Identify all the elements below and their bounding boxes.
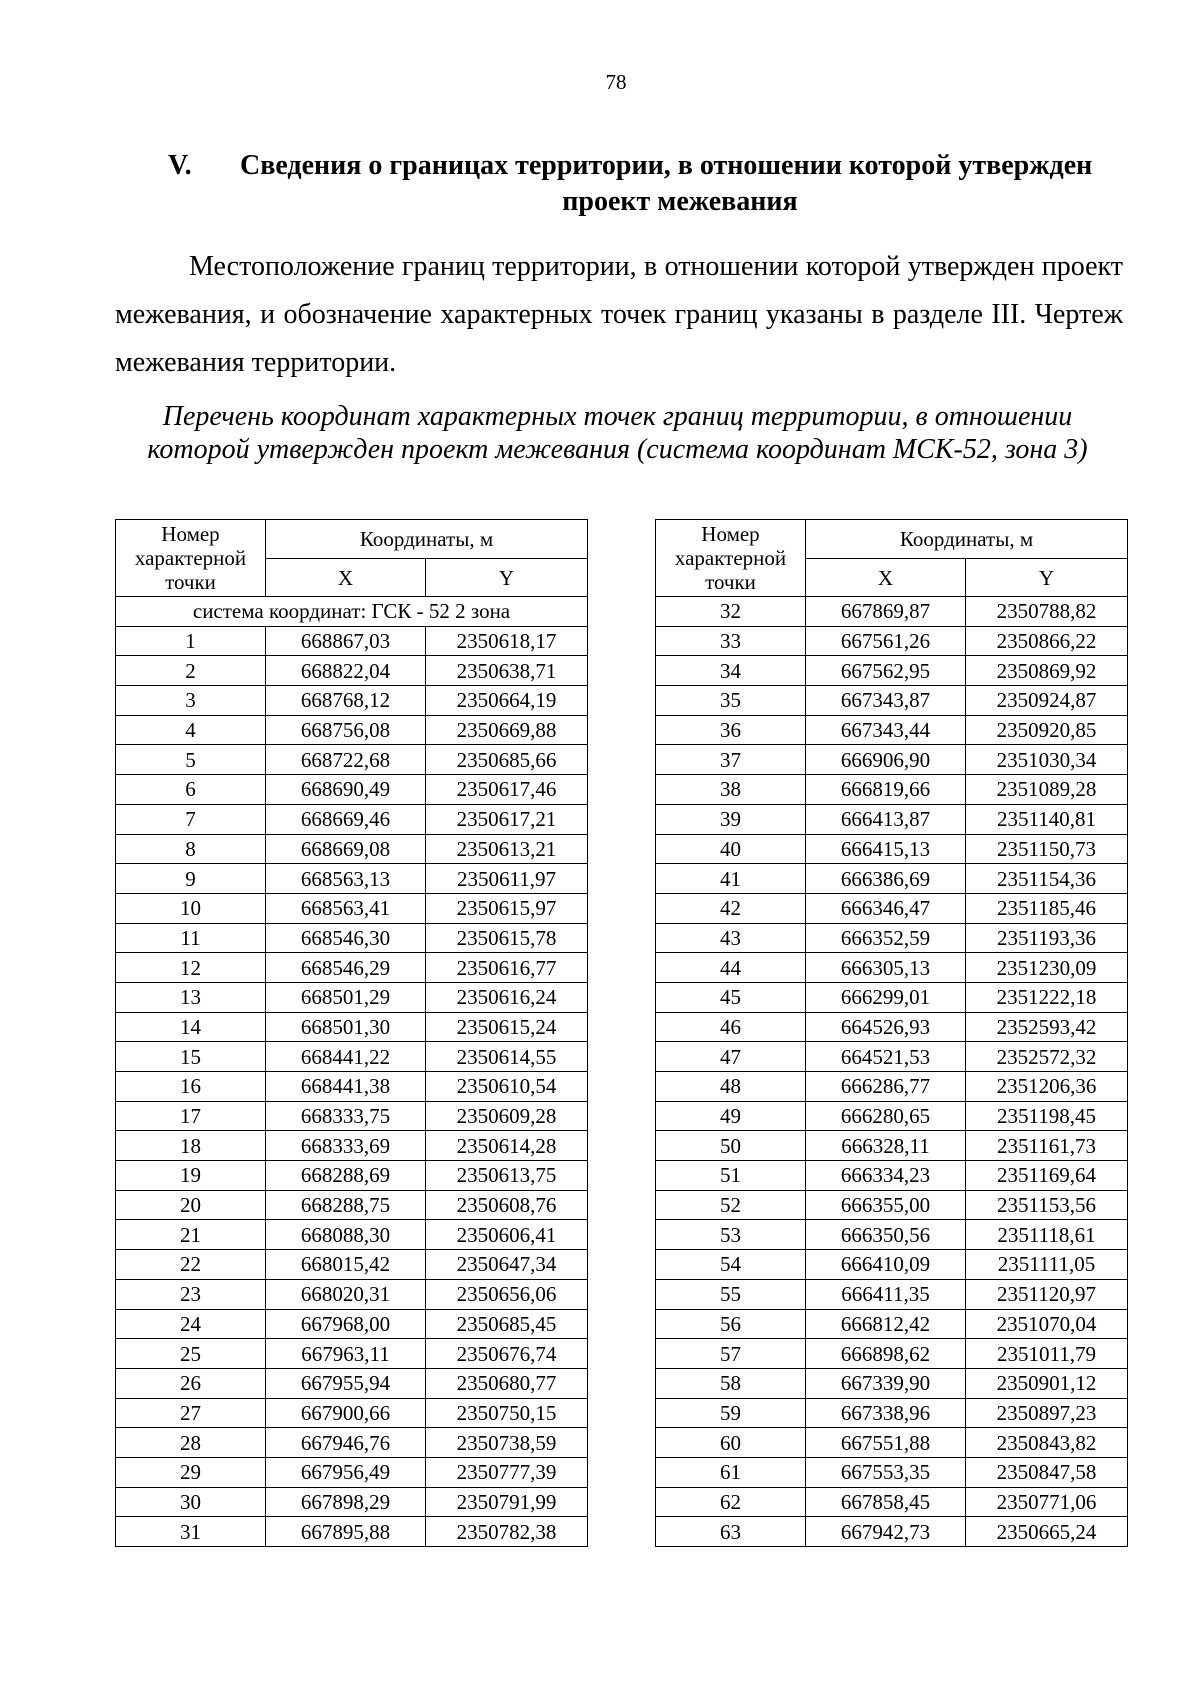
point-number-cell: 16 — [116, 1072, 266, 1102]
y-cell: 2350616,24 — [426, 982, 588, 1012]
x-cell: 666411,35 — [806, 1279, 966, 1309]
point-number-cell: 52 — [656, 1190, 806, 1220]
point-number-cell: 32 — [656, 597, 806, 627]
point-number-cell: 48 — [656, 1072, 806, 1102]
x-cell: 664521,53 — [806, 1042, 966, 1072]
y-cell: 2350738,59 — [426, 1428, 588, 1458]
table-row — [116, 804, 588, 834]
table-row — [116, 626, 588, 656]
point-number-cell: 7 — [116, 804, 266, 834]
point-number-cell: 12 — [116, 953, 266, 983]
x-cell: 668669,46 — [266, 804, 426, 834]
point-number-cell: 37 — [656, 745, 806, 775]
point-number-cell: 2 — [116, 656, 266, 686]
table-row — [656, 1072, 1128, 1102]
y-cell: 2351118,61 — [966, 1220, 1128, 1250]
table-row — [116, 1398, 588, 1428]
y-cell: 2350615,24 — [426, 1012, 588, 1042]
table-row — [116, 686, 588, 716]
table-row — [656, 1042, 1128, 1072]
x-cell: 666286,77 — [806, 1072, 966, 1102]
y-cell: 2351153,56 — [966, 1190, 1128, 1220]
point-number-cell: 3 — [116, 686, 266, 716]
y-cell: 2350901,12 — [966, 1368, 1128, 1398]
table-row — [656, 745, 1128, 775]
table-row — [656, 1517, 1128, 1547]
table-row — [116, 656, 588, 686]
table-row — [116, 982, 588, 1012]
x-cell: 667343,87 — [806, 686, 966, 716]
point-number-cell: 61 — [656, 1457, 806, 1487]
header-x: X — [806, 559, 966, 597]
point-number-cell: 24 — [116, 1309, 266, 1339]
x-cell: 667942,73 — [806, 1517, 966, 1547]
y-cell: 2350920,85 — [966, 715, 1128, 745]
table-row — [656, 1012, 1128, 1042]
y-cell: 2351198,45 — [966, 1101, 1128, 1131]
table-row — [116, 1487, 588, 1517]
point-number-cell: 46 — [656, 1012, 806, 1042]
point-number-cell: 54 — [656, 1250, 806, 1280]
x-cell: 666328,11 — [806, 1131, 966, 1161]
y-cell: 2350680,77 — [426, 1368, 588, 1398]
x-cell: 666410,09 — [806, 1250, 966, 1280]
table-row — [116, 1190, 588, 1220]
x-cell: 667339,90 — [806, 1368, 966, 1398]
table-row — [116, 715, 588, 745]
y-cell: 2351150,73 — [966, 834, 1128, 864]
section-title-line2: проект межевания — [562, 186, 798, 217]
point-number-cell: 35 — [656, 686, 806, 716]
x-cell: 667338,96 — [806, 1398, 966, 1428]
y-cell: 2352593,42 — [966, 1012, 1128, 1042]
table-row — [656, 1190, 1128, 1220]
x-cell: 667553,35 — [806, 1457, 966, 1487]
y-cell: 2350788,82 — [966, 597, 1128, 627]
point-number-cell: 51 — [656, 1161, 806, 1191]
y-cell: 2351111,05 — [966, 1250, 1128, 1280]
x-cell: 668441,38 — [266, 1072, 426, 1102]
table-row — [116, 953, 588, 983]
table-row — [116, 745, 588, 775]
point-number-cell: 40 — [656, 834, 806, 864]
point-number-cell: 15 — [116, 1042, 266, 1072]
y-cell: 2351030,34 — [966, 745, 1128, 775]
y-cell: 2350618,17 — [426, 626, 588, 656]
table-row — [116, 1279, 588, 1309]
x-cell: 666898,62 — [806, 1339, 966, 1369]
point-number-cell: 55 — [656, 1279, 806, 1309]
x-cell: 668722,68 — [266, 745, 426, 775]
table-row — [656, 1428, 1128, 1458]
point-number-cell: 14 — [116, 1012, 266, 1042]
x-cell: 666334,23 — [806, 1161, 966, 1191]
x-cell: 667963,11 — [266, 1339, 426, 1369]
point-number-cell: 27 — [116, 1398, 266, 1428]
x-cell: 668563,41 — [266, 893, 426, 923]
point-number-cell: 22 — [116, 1250, 266, 1280]
x-cell: 668563,13 — [266, 864, 426, 894]
x-cell: 667955,94 — [266, 1368, 426, 1398]
x-cell: 667956,49 — [266, 1457, 426, 1487]
y-cell: 2351230,09 — [966, 953, 1128, 983]
y-cell: 2350866,22 — [966, 626, 1128, 656]
table-row — [656, 656, 1128, 686]
table-row — [116, 1161, 588, 1191]
point-number-cell: 20 — [116, 1190, 266, 1220]
table-row — [116, 1220, 588, 1250]
y-cell: 2350606,41 — [426, 1220, 588, 1250]
table-row — [116, 1072, 588, 1102]
table-row — [116, 1457, 588, 1487]
table-row — [656, 597, 1128, 627]
table-caption — [110, 400, 1125, 466]
y-cell: 2351140,81 — [966, 804, 1128, 834]
y-cell: 2350750,15 — [426, 1398, 588, 1428]
x-cell: 668546,30 — [266, 923, 426, 953]
point-number-cell: 10 — [116, 893, 266, 923]
x-cell: 668768,12 — [266, 686, 426, 716]
x-cell: 666352,59 — [806, 923, 966, 953]
x-cell: 664526,93 — [806, 1012, 966, 1042]
x-cell: 666350,56 — [806, 1220, 966, 1250]
y-cell: 2351120,97 — [966, 1279, 1128, 1309]
table-row — [656, 626, 1128, 656]
x-cell: 667561,26 — [806, 626, 966, 656]
y-cell: 2350608,76 — [426, 1190, 588, 1220]
table-row — [116, 1131, 588, 1161]
point-number-cell: 47 — [656, 1042, 806, 1072]
table-row — [116, 1250, 588, 1280]
point-number-cell: 8 — [116, 834, 266, 864]
y-cell: 2352572,32 — [966, 1042, 1128, 1072]
y-cell: 2350647,34 — [426, 1250, 588, 1280]
table-row — [656, 1161, 1128, 1191]
header-point-number: Номер характерной точки — [116, 520, 266, 597]
y-cell: 2351222,18 — [966, 982, 1128, 1012]
table-body-right — [656, 597, 1128, 1547]
table-row — [656, 1339, 1128, 1369]
header-point-number: Номер характерной точки — [656, 520, 806, 597]
x-cell: 666280,65 — [806, 1101, 966, 1131]
point-number-cell: 18 — [116, 1131, 266, 1161]
point-number-cell: 43 — [656, 923, 806, 953]
y-cell: 2351161,73 — [966, 1131, 1128, 1161]
y-cell: 2350617,46 — [426, 775, 588, 805]
header-x: X — [266, 559, 426, 597]
y-cell: 2350685,45 — [426, 1309, 588, 1339]
y-cell: 2350897,23 — [966, 1398, 1128, 1428]
point-number-cell: 42 — [656, 893, 806, 923]
y-cell: 2350638,71 — [426, 656, 588, 686]
point-number-cell: 49 — [656, 1101, 806, 1131]
y-cell: 2350613,75 — [426, 1161, 588, 1191]
point-number-cell: 30 — [116, 1487, 266, 1517]
point-number-cell: 53 — [656, 1220, 806, 1250]
x-cell: 668288,69 — [266, 1161, 426, 1191]
y-cell: 2350676,74 — [426, 1339, 588, 1369]
x-cell: 667551,88 — [806, 1428, 966, 1458]
point-number-cell: 6 — [116, 775, 266, 805]
y-cell: 2350685,66 — [426, 745, 588, 775]
x-cell: 666355,00 — [806, 1190, 966, 1220]
x-cell: 668867,03 — [266, 626, 426, 656]
x-cell: 666906,90 — [806, 745, 966, 775]
x-cell: 666415,13 — [806, 834, 966, 864]
point-number-cell: 31 — [116, 1517, 266, 1547]
point-number-cell: 57 — [656, 1339, 806, 1369]
y-cell: 2350656,06 — [426, 1279, 588, 1309]
caption-line2: которой утвержден проект межевания (система координат МСК-52, зона 3) — [147, 434, 1088, 465]
y-cell: 2350613,21 — [426, 834, 588, 864]
y-cell: 2350843,82 — [966, 1428, 1128, 1458]
point-number-cell: 62 — [656, 1487, 806, 1517]
caption-line1: Перечень координат характерных точек границ территории, в отношении — [162, 401, 1073, 432]
table-row — [656, 686, 1128, 716]
point-number-cell: 26 — [116, 1368, 266, 1398]
x-cell: 668669,08 — [266, 834, 426, 864]
x-cell: 667869,87 — [806, 597, 966, 627]
table-row — [656, 953, 1128, 983]
point-number-cell: 11 — [116, 923, 266, 953]
table-row — [656, 864, 1128, 894]
header-coordinates: Координаты, м — [266, 520, 588, 559]
table-row — [116, 1042, 588, 1072]
table-row — [656, 1250, 1128, 1280]
x-cell: 666299,01 — [806, 982, 966, 1012]
y-cell: 2351185,46 — [966, 893, 1128, 923]
x-cell: 668441,22 — [266, 1042, 426, 1072]
point-number-cell: 60 — [656, 1428, 806, 1458]
y-cell: 2350924,87 — [966, 686, 1128, 716]
table-row — [656, 1101, 1128, 1131]
x-cell: 668015,42 — [266, 1250, 426, 1280]
y-cell: 2350791,99 — [426, 1487, 588, 1517]
table-row — [116, 893, 588, 923]
intro-paragraph: Местоположение границ территории, в отношении которой утвержден проект межевания, и обозначение характерных точек границ указаны в разделе III. Чертеж межевания территории. — [115, 251, 1123, 378]
table-row — [116, 864, 588, 894]
y-cell: 2350782,38 — [426, 1517, 588, 1547]
x-cell: 667858,45 — [806, 1487, 966, 1517]
table-row — [656, 715, 1128, 745]
x-cell: 668822,04 — [266, 656, 426, 686]
point-number-cell: 25 — [116, 1339, 266, 1369]
section-title-line1: Сведения о границах территории, в отношении которой утвержден — [240, 150, 1093, 181]
table-row — [656, 1131, 1128, 1161]
table-row — [656, 923, 1128, 953]
table-row — [656, 1279, 1128, 1309]
y-cell: 2350616,77 — [426, 953, 588, 983]
point-number-cell: 59 — [656, 1398, 806, 1428]
y-cell: 2351070,04 — [966, 1309, 1128, 1339]
table-row — [656, 1309, 1128, 1339]
point-number-cell: 23 — [116, 1279, 266, 1309]
table-row — [116, 1012, 588, 1042]
point-number-cell: 39 — [656, 804, 806, 834]
table-row — [116, 923, 588, 953]
coordinates-table-left — [115, 519, 588, 1547]
y-cell: 2350615,78 — [426, 923, 588, 953]
y-cell: 2350615,97 — [426, 893, 588, 923]
x-cell: 666305,13 — [806, 953, 966, 983]
table-row — [656, 1368, 1128, 1398]
point-number-cell: 1 — [116, 626, 266, 656]
x-cell: 667968,00 — [266, 1309, 426, 1339]
point-number-cell: 9 — [116, 864, 266, 894]
y-cell: 2350610,54 — [426, 1072, 588, 1102]
y-cell: 2350614,55 — [426, 1042, 588, 1072]
table-row — [116, 834, 588, 864]
table-row — [656, 775, 1128, 805]
section-number: V. — [168, 150, 192, 181]
y-cell: 2351089,28 — [966, 775, 1128, 805]
y-cell: 2350669,88 — [426, 715, 588, 745]
table-row — [116, 1517, 588, 1547]
table-row — [656, 1457, 1128, 1487]
y-cell: 2350665,24 — [966, 1517, 1128, 1547]
table-row — [656, 1220, 1128, 1250]
x-cell: 668546,29 — [266, 953, 426, 983]
y-cell: 2350609,28 — [426, 1101, 588, 1131]
point-number-cell: 33 — [656, 626, 806, 656]
point-number-cell: 4 — [116, 715, 266, 745]
header-y: Y — [966, 559, 1128, 597]
x-cell: 667343,44 — [806, 715, 966, 745]
y-cell: 2350617,21 — [426, 804, 588, 834]
table-row — [656, 1487, 1128, 1517]
x-cell: 666819,66 — [806, 775, 966, 805]
x-cell: 667895,88 — [266, 1517, 426, 1547]
header-coordinates: Координаты, м — [806, 520, 1128, 559]
point-number-cell: 38 — [656, 775, 806, 805]
x-cell: 666346,47 — [806, 893, 966, 923]
x-cell: 666812,42 — [806, 1309, 966, 1339]
y-cell: 2350869,92 — [966, 656, 1128, 686]
x-cell: 666413,87 — [806, 804, 966, 834]
table-row — [116, 1339, 588, 1369]
table-row — [656, 1398, 1128, 1428]
point-number-cell: 45 — [656, 982, 806, 1012]
x-cell: 667900,66 — [266, 1398, 426, 1428]
point-number-cell: 50 — [656, 1131, 806, 1161]
y-cell: 2350771,06 — [966, 1487, 1128, 1517]
page-number: 78 — [605, 70, 627, 94]
point-number-cell: 56 — [656, 1309, 806, 1339]
table-row — [656, 804, 1128, 834]
header-y: Y — [426, 559, 588, 597]
x-cell: 668288,75 — [266, 1190, 426, 1220]
x-cell: 666386,69 — [806, 864, 966, 894]
point-number-cell: 29 — [116, 1457, 266, 1487]
y-cell: 2350611,97 — [426, 864, 588, 894]
y-cell: 2351154,36 — [966, 864, 1128, 894]
table-row — [116, 1428, 588, 1458]
table-row — [116, 1368, 588, 1398]
point-number-cell: 28 — [116, 1428, 266, 1458]
point-number-cell: 19 — [116, 1161, 266, 1191]
point-number-cell: 13 — [116, 982, 266, 1012]
x-cell: 668690,49 — [266, 775, 426, 805]
table-row — [656, 982, 1128, 1012]
table-row — [116, 1101, 588, 1131]
y-cell: 2350614,28 — [426, 1131, 588, 1161]
x-cell: 668501,29 — [266, 982, 426, 1012]
point-number-cell: 34 — [656, 656, 806, 686]
x-cell: 668756,08 — [266, 715, 426, 745]
coordinate-system-row: система координат: ГСК - 52 2 зона — [116, 597, 588, 627]
y-cell: 2351169,64 — [966, 1161, 1128, 1191]
coordinates-table-right — [655, 519, 1128, 1547]
y-cell: 2350777,39 — [426, 1457, 588, 1487]
point-number-cell: 17 — [116, 1101, 266, 1131]
table-row — [656, 893, 1128, 923]
x-cell: 668333,75 — [266, 1101, 426, 1131]
x-cell: 667946,76 — [266, 1428, 426, 1458]
point-number-cell: 41 — [656, 864, 806, 894]
x-cell: 668333,69 — [266, 1131, 426, 1161]
y-cell: 2351193,36 — [966, 923, 1128, 953]
table-body-left — [116, 597, 588, 1547]
table-row — [656, 834, 1128, 864]
table-row — [116, 1309, 588, 1339]
y-cell: 2350847,58 — [966, 1457, 1128, 1487]
y-cell: 2351206,36 — [966, 1072, 1128, 1102]
table-row — [116, 775, 588, 805]
point-number-cell: 36 — [656, 715, 806, 745]
x-cell: 668501,30 — [266, 1012, 426, 1042]
point-number-cell: 58 — [656, 1368, 806, 1398]
x-cell: 667562,95 — [806, 656, 966, 686]
y-cell: 2351011,79 — [966, 1339, 1128, 1369]
point-number-cell: 44 — [656, 953, 806, 983]
y-cell: 2350664,19 — [426, 686, 588, 716]
point-number-cell: 21 — [116, 1220, 266, 1250]
point-number-cell: 5 — [116, 745, 266, 775]
x-cell: 668020,31 — [266, 1279, 426, 1309]
x-cell: 667898,29 — [266, 1487, 426, 1517]
point-number-cell: 63 — [656, 1517, 806, 1547]
x-cell: 668088,30 — [266, 1220, 426, 1250]
